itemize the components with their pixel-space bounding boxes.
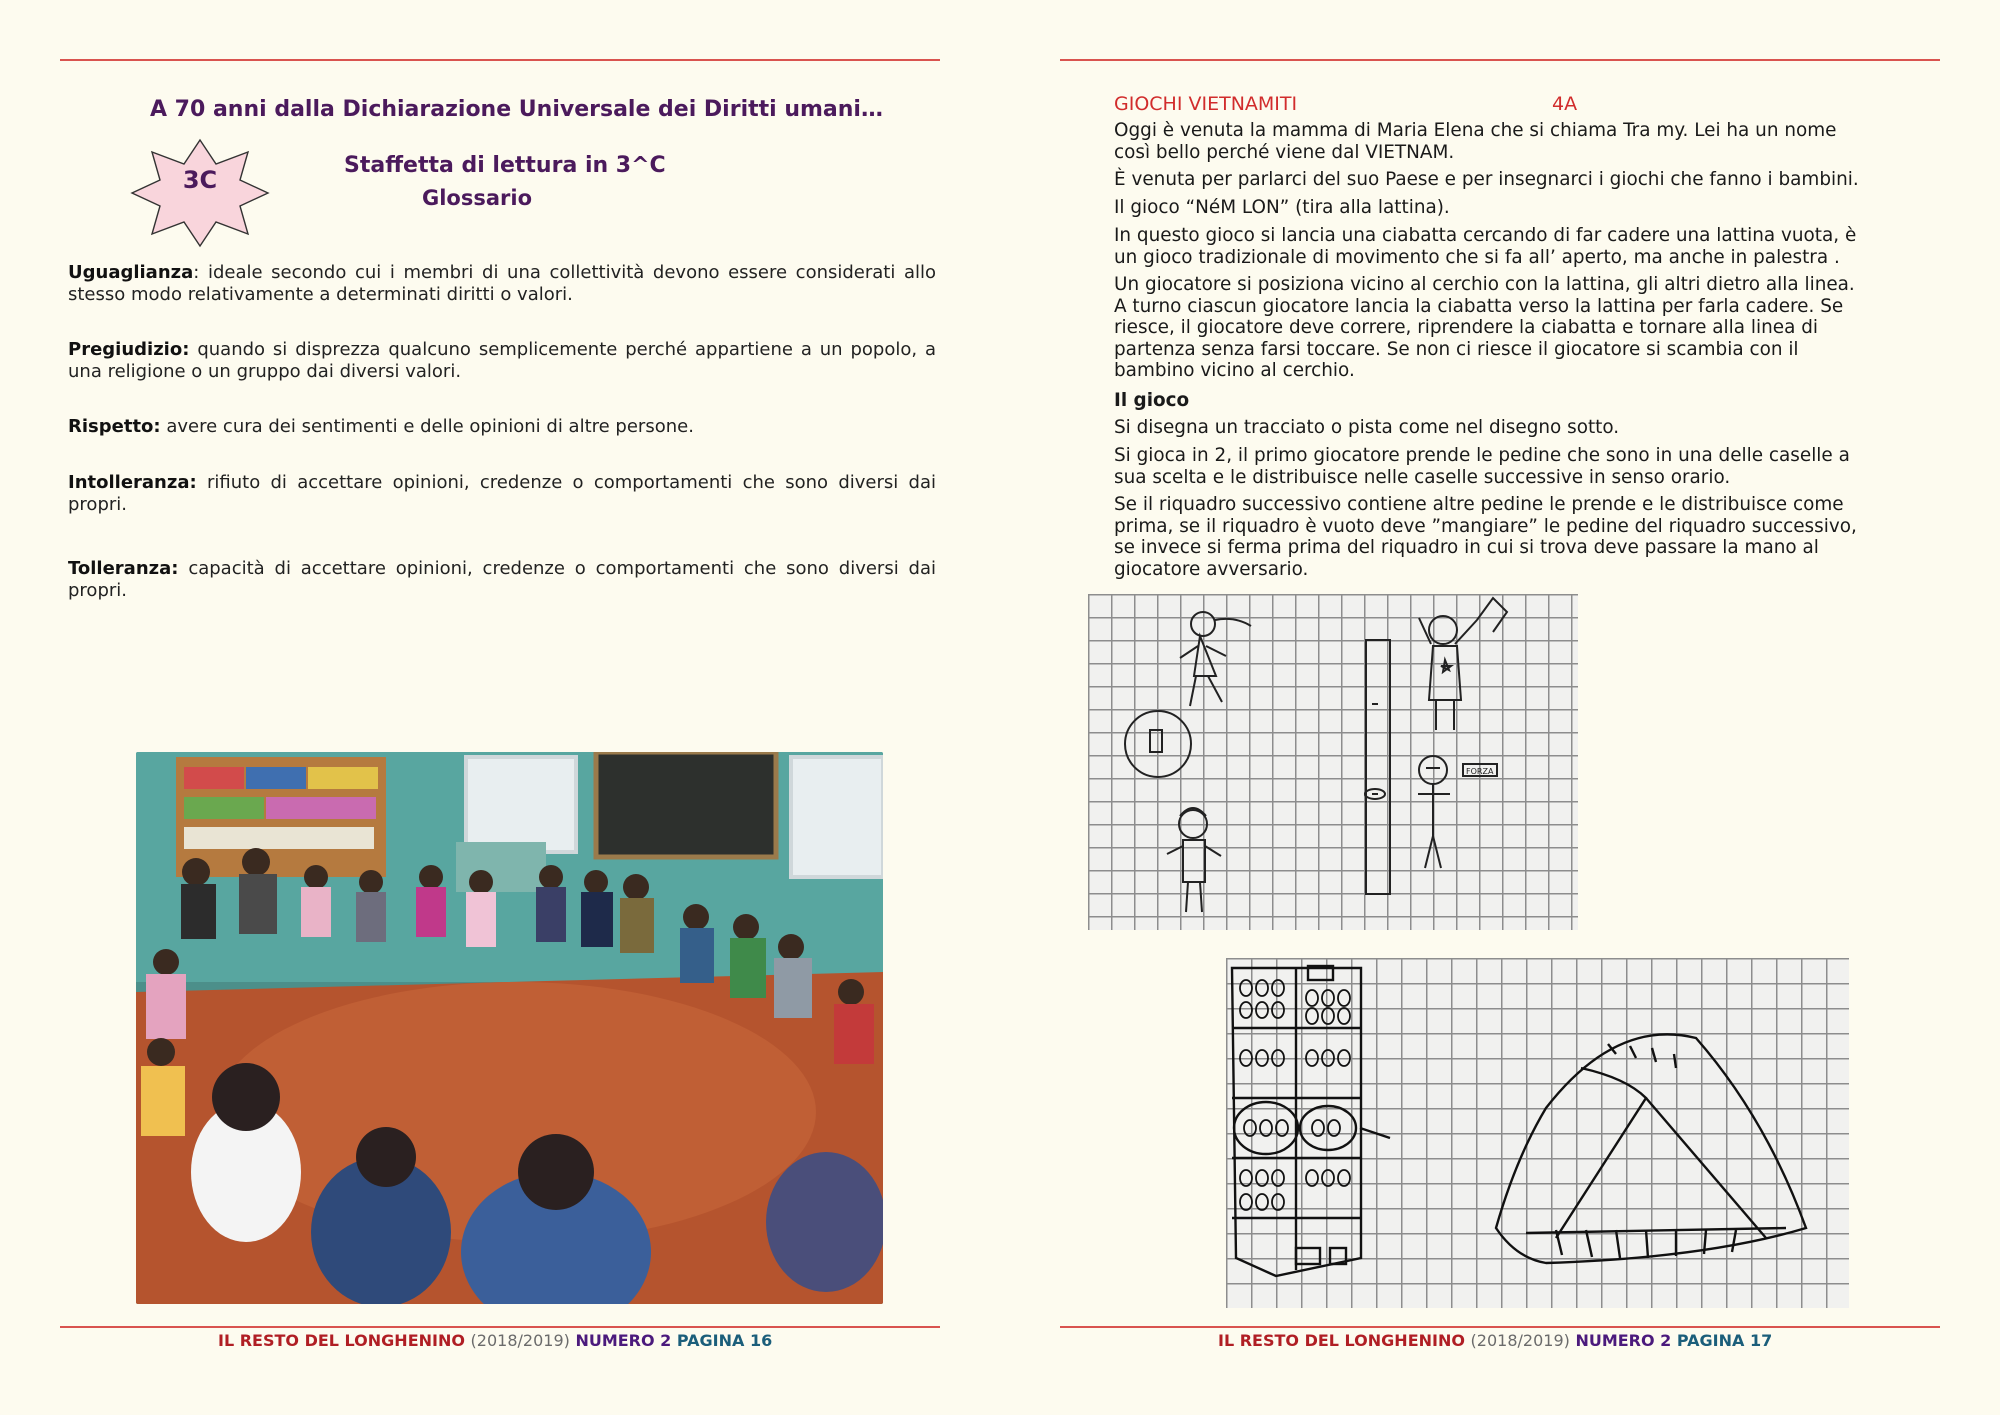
children-sketch-icon: [1088, 594, 1578, 930]
footer-left: [218, 1331, 772, 1350]
footer-numero: NUMERO 2: [575, 1331, 672, 1350]
bottom-rule-left: [60, 1326, 940, 1328]
page-title: A 70 anni dalla Dichiarazione Universale dei Diritti umani…: [150, 97, 883, 122]
subtitle: Staffetta di lettura in 3^C: [344, 153, 666, 178]
glossary-term: Tolleranza:: [68, 558, 179, 579]
drawing-children-game: [1088, 594, 1578, 930]
footer-pagina: PAGINA 17: [1676, 1331, 1773, 1350]
paragraph: Se il riquadro successivo contiene altre pedine le prende e le distribuisce come prima, se il riquadro è vuoto deve ”mangiare” le pedine del riquadro successivo, se invece si ferma prima del riquadro in cui si trova deve passare la mano al giocatore avversario.: [1114, 494, 1857, 580]
paragraph: In questo gioco si lancia una ciabatta cercando di far cadere una lattina vuota, è un gioco tradizionale di movimento che si fa all’ aperto, ma anche in palestra .: [1114, 225, 1857, 268]
classroom-photo: [136, 752, 883, 1304]
glossary-entry-tolleranza: [68, 558, 936, 602]
class-badge-label: 3C: [182, 166, 218, 194]
footer-numero: NUMERO 2: [1575, 1331, 1672, 1350]
glossary-term: Intolleranza:: [68, 472, 197, 493]
paragraph: Si disegna un tracciato o pista come nel disegno sotto.: [1114, 417, 1620, 438]
glossary-entry-uguaglianza: Uguaglianza: ideale secondo cui i membri di una collettività devono essere considerati allo stesso modo relativamente a determinati diritti o valori.: [68, 262, 936, 305]
paragraph: Un giocatore si posiziona vicino al cerchio con la lattina, gli altri dietro alla linea. A turno ciascun giocatore lancia la ciabatta verso la lattina per farla cadere. Se riesce, il giocatore deve correre, riprendere la ciabatta e tornare alla linea di partenza senza farsi toccare. Se non ci riesce il giocatore si scambia con il bambino vicino al cerchio.: [1114, 274, 1855, 382]
top-rule-left: [60, 59, 940, 61]
glossary-entry-pregiudizio: [68, 339, 936, 383]
game-board-sketch-icon: [1226, 958, 1849, 1308]
glossary-term: Pregiudizio:: [68, 339, 190, 360]
forza-sign-label: FORZA: [1466, 767, 1494, 776]
glossary-definition: rifiuto di accettare opinioni, credenze o comportamenti che sono diversi dai propri.: [68, 472, 936, 515]
class-label: 4A: [1552, 93, 1578, 115]
footer-name: IL RESTO DEL LONGHENINO: [1218, 1331, 1465, 1350]
paragraph: Si gioca in 2, il primo giocatore prende le pedine che sono in una delle caselle a sua scelta e le distribuisce nelle caselle successive in senso orario.: [1114, 445, 1850, 488]
subtitle-glossary: Glossario: [422, 186, 533, 210]
glossary-entry-intolleranza: [68, 472, 936, 516]
glossary-definition: capacità di accettare opinioni, credenze o comportamenti che sono diversi dai propri.: [68, 558, 936, 601]
drawing-game-board: [1226, 958, 1849, 1308]
glossary-definition: avere cura dei sentimenti e delle opinioni di altre persone.: [166, 416, 694, 437]
footer-pagina: PAGINA 16: [676, 1331, 773, 1350]
glossary-term: Uguaglianza: [68, 262, 194, 283]
footer-year: (2018/2019): [1470, 1331, 1570, 1350]
paragraph: Oggi è venuta la mamma di Maria Elena che si chiama Tra my. Lei ha un nome così bello perché viene dal VIETNAM.: [1114, 120, 1837, 163]
glossary-definition: ideale secondo cui i membri di una collettività devono essere considerati allo stesso modo relativamente a determinati diritti o valori.: [68, 262, 936, 305]
glossary-term: Rispetto:: [68, 416, 161, 437]
paragraph: Il gioco “NéM LON” (tira alla lattina).: [1114, 197, 1450, 218]
footer-year: (2018/2019): [470, 1331, 570, 1350]
footer-right: [1218, 1331, 1772, 1350]
article-heading: GIOCHI VIETNAMITI: [1114, 93, 1298, 115]
footer-name: IL RESTO DEL LONGHENINO: [218, 1331, 465, 1350]
top-rule-right: [1060, 59, 1940, 61]
glossary-entry-rispetto: [68, 416, 936, 438]
game-heading: Il gioco: [1114, 390, 1190, 411]
bottom-rule-right: [1060, 1326, 1940, 1328]
paragraph: È venuta per parlarci del suo Paese e per insegnarci i giochi che fanno i bambini.: [1114, 169, 1859, 190]
glossary-definition: quando si disprezza qualcuno semplicemente perché appartiene a un popolo, a una religione o un gruppo dai diversi valori.: [68, 339, 937, 382]
